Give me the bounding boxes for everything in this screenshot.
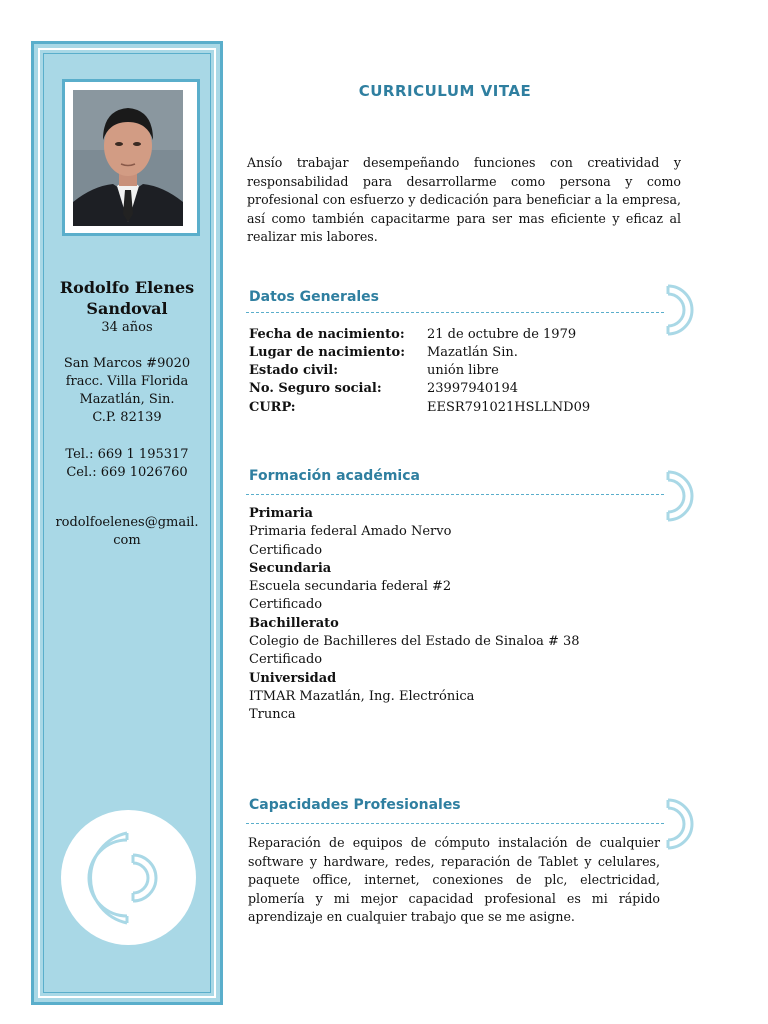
page-title: CURRICULUM VITAE [358, 82, 532, 100]
address-line: Mazatlán, Sin. [79, 392, 175, 407]
education-level: Primaria [249, 506, 313, 521]
cell-phone: Cel.: 669 1026760 [66, 465, 188, 480]
section-arc-icon [664, 798, 694, 850]
section-divider [246, 823, 664, 824]
row-value: EESR791021HSLLND09 [427, 400, 591, 415]
education-status: Certificado [249, 542, 323, 558]
education-school: Escuela secundaria federal #2 [249, 579, 452, 595]
section-title-education: Formación académica [249, 468, 420, 484]
row-label: Lugar de nacimiento: [249, 345, 405, 360]
profile-photo-frame [62, 79, 200, 236]
section-title-skills: Capacidades Profesionales [249, 797, 461, 813]
education-status: Certificado [249, 652, 323, 668]
education-status: Certificado [249, 597, 323, 613]
address [46, 355, 208, 427]
education-level: Secundaria [249, 560, 332, 576]
full-name [46, 277, 208, 319]
education-status: Trunca [249, 707, 296, 723]
skills-paragraph: Reparación de equipos de cómputo instalación de cualquier software y hardware, redes, reparación de Tablet y celulares, paquete office, internet, conexiones de plc, electricidad, plomería y mi mejor capacidad profesional es mi rápido aprendizaje en cualquier trabajo que se me asigne. [248, 835, 660, 924]
objective-paragraph: Ansío trabajar desempeñando funciones con creatividad y responsabilidad para desarrollarme como persona y como profesional con esfuerzo y dedicación para beneficiar a la empresa, así como también capacitarme para ser mas eficiente y eficaz al realizar mis labores. [247, 155, 681, 244]
sidebar [31, 41, 223, 1005]
education-level: Universidad [249, 670, 337, 686]
section-divider [246, 312, 664, 313]
row-value: Mazatlán Sin. [427, 345, 518, 360]
address-line: fracc. Villa Florida [65, 374, 189, 389]
section-arc-icon [664, 284, 694, 336]
row-value: 23997940194 [427, 381, 518, 396]
row-label: Estado civil: [249, 363, 339, 378]
logo-badge [61, 810, 196, 945]
address-line: San Marcos #9020 [63, 356, 191, 371]
contact-phones [46, 446, 208, 482]
logo-mark [61, 810, 196, 945]
profile-photo [73, 90, 183, 226]
education-list [249, 505, 669, 723]
section-divider [246, 494, 664, 495]
education-school: ITMAR Mazatlán, Ing. Electrónica [249, 688, 475, 704]
name-line-2: Sandoval [86, 299, 168, 318]
name-line-1: Rodolfo Elenes [59, 278, 195, 297]
email [46, 514, 208, 550]
phone: Tel.: 669 1 195317 [65, 447, 189, 462]
age: 34 años [101, 320, 153, 335]
row-value: unión libre [427, 363, 499, 378]
email-line-1: rodolfoelenes@gmail. [55, 515, 199, 530]
address-line: C.P. 82139 [92, 410, 162, 425]
row-value: 21 de octubre de 1979 [427, 327, 577, 342]
row-label: No. Seguro social: [249, 381, 382, 396]
education-school: Colegio de Bachilleres del Estado de Sinaloa # 38 [249, 634, 580, 650]
education-level: Bachillerato [249, 615, 339, 631]
email-line-2: com [113, 533, 141, 548]
row-label: CURP: [249, 400, 296, 415]
section-title-general: Datos Generales [249, 289, 380, 305]
education-school: Primaria federal Amado Nervo [249, 524, 452, 540]
row-label: Fecha de nacimiento: [249, 327, 405, 342]
